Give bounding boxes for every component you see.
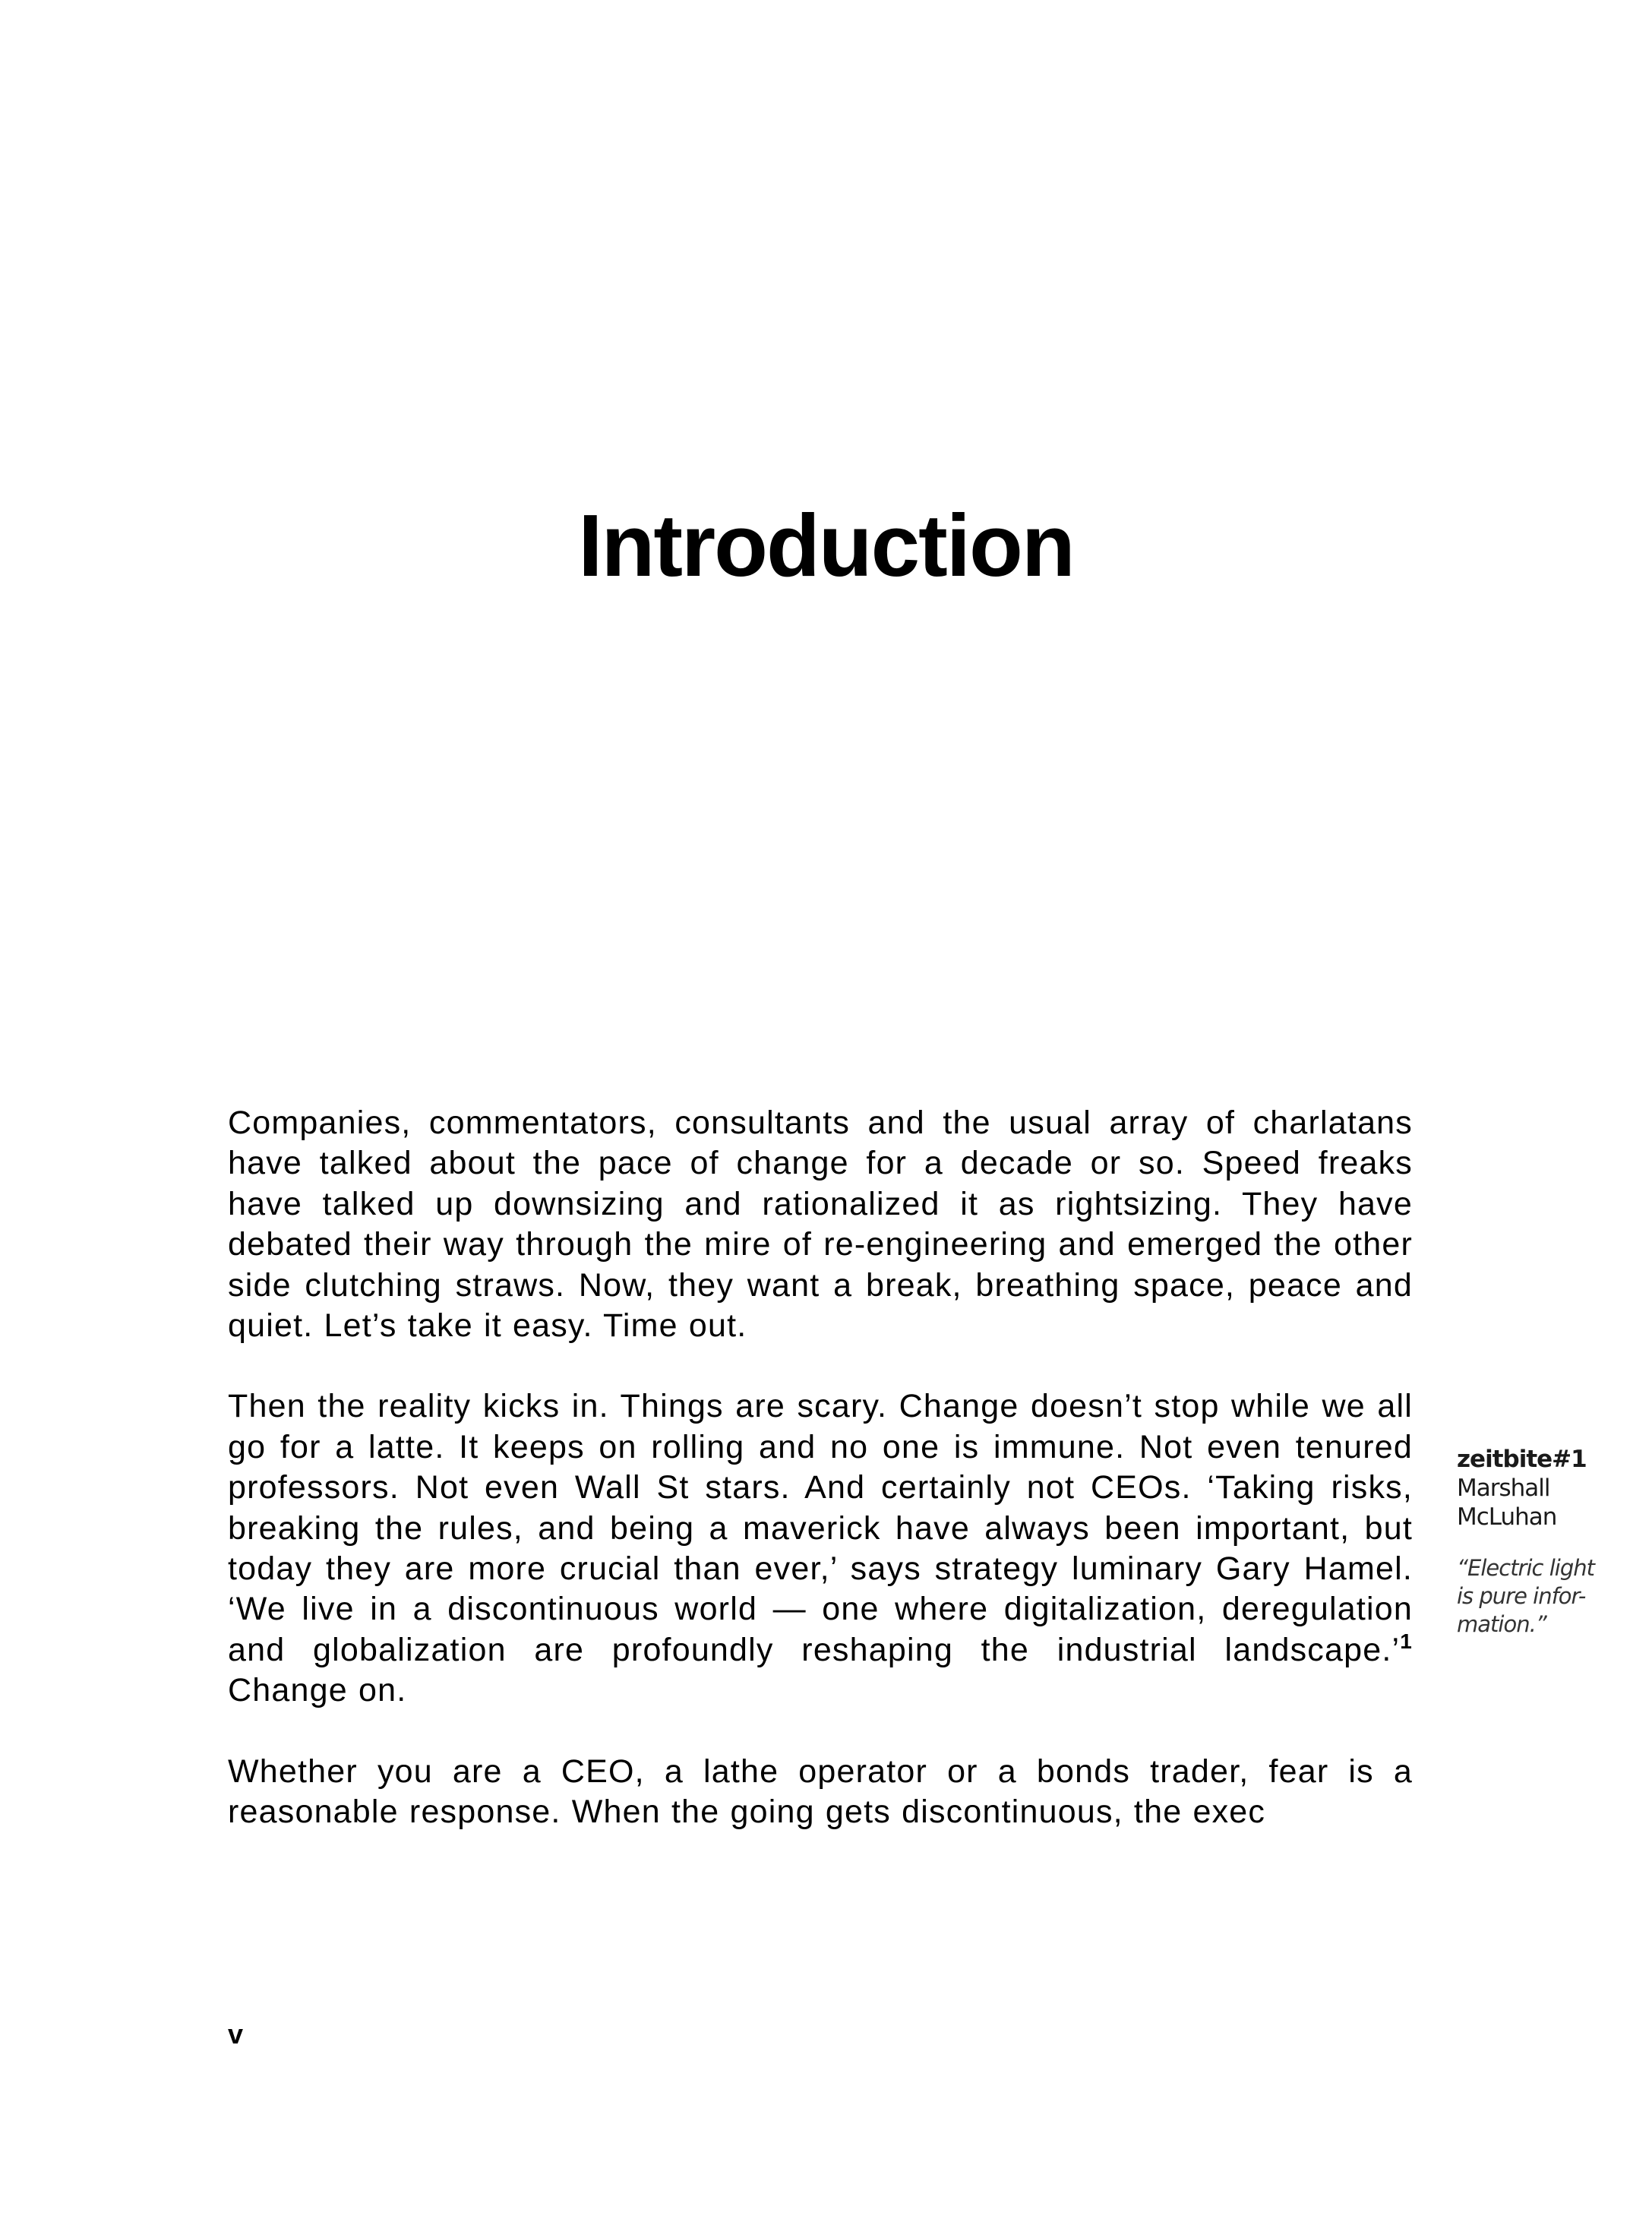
zeitbite-quote-line-3: mation.” bbox=[1457, 1611, 1546, 1637]
zeitbite-quote bbox=[1457, 1554, 1639, 1639]
paragraph-2-tail: Change on. bbox=[228, 1672, 407, 1709]
paragraph-2 bbox=[228, 1386, 1413, 1711]
footnote-marker[interactable]: 1 bbox=[1400, 1629, 1413, 1653]
body-text bbox=[228, 1103, 1413, 1873]
paragraph-1: Companies, commentators, consultants and the usual array of charlatans have talked about the pace of change for a decade or so. Speed freaks have talked up downsizing and rationalized it as rightsizing. They have debated their way through the mire of re-engineering and emerged the other side clutching straws. Now, they want a break, breathing space, peace and quiet. Let’s take it easy. Time out. bbox=[228, 1105, 1413, 1345]
zeitbite-quote-line-1: “Electric light bbox=[1457, 1555, 1594, 1581]
page-number: v bbox=[228, 2018, 244, 2050]
zeitbite-quote-line-2: is pure infor- bbox=[1457, 1583, 1586, 1609]
paragraph-3: Whether you are a CEO, a lathe operator or a bonds trader, fear is a reasonable response. When the going gets discontinuous, the exec bbox=[228, 1753, 1413, 1831]
zeitbite-name-line-1: Marshall bbox=[1457, 1474, 1550, 1502]
page-title: Introduction bbox=[578, 496, 1074, 595]
zeitbite-heading: zeitbite#1 bbox=[1457, 1446, 1587, 1473]
zeitbite-sidebar bbox=[1457, 1445, 1639, 1639]
paragraph-2-text: Then the reality kicks in. Things are scary. Change doesn’t stop while we all go for a latte. It keeps on rolling and no one is immune. Not even tenured professors. Not even Wall St stars. And certainly not CEOs. ‘Taking risks, breaking the rules, and being a maverick have always been important, but today they are more crucial than ever,’ says strategy luminary Gary Hamel. ‘We live in a discontinuous world — one where digitalization, deregulation and globalization are profoundly reshaping the industrial landscape.’ bbox=[228, 1388, 1413, 1668]
zeitbite-name-line-2: McLuhan bbox=[1457, 1503, 1557, 1531]
